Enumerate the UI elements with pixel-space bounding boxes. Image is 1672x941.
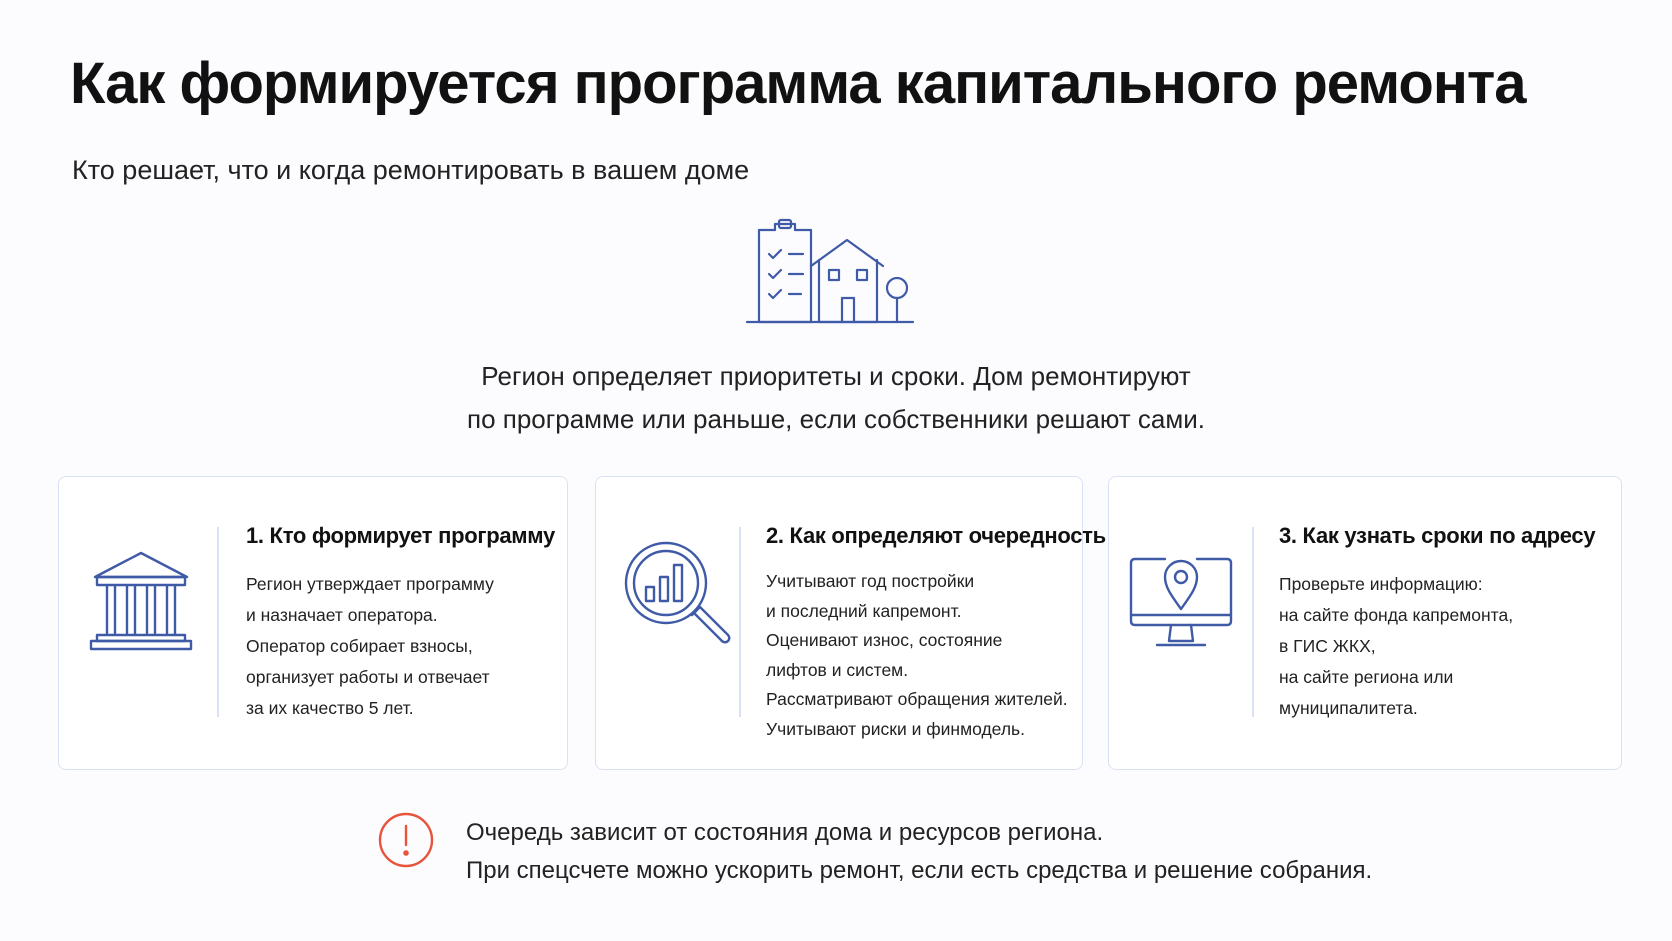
card-body <box>246 569 494 724</box>
exclamation-circle-icon <box>378 812 434 868</box>
card-deadlines <box>1108 476 1622 770</box>
card-line: Учитывают риски и финмодель. <box>766 718 1026 739</box>
magnifier-chart-icon <box>622 539 734 651</box>
lead-line: по программе или раньше, если собственники решают сами. <box>467 404 1205 434</box>
card-line: Рассматривают обращения жителей. <box>766 689 1068 709</box>
card-who-forms <box>58 476 568 770</box>
card-divider <box>1252 527 1254 717</box>
card-line: и назначает оператора. <box>246 605 438 625</box>
page-title: Как формируется программа капитального ремонта <box>70 51 1526 116</box>
card-line: Оператор собирает взносы, <box>246 636 473 656</box>
card-line: за их качество 5 лет. <box>246 698 414 718</box>
checklist-house-icon <box>745 218 915 328</box>
card-line: и последний капремонт. <box>766 600 962 621</box>
note-text <box>466 814 1372 890</box>
card-line: Учитывают год постройки <box>766 571 975 591</box>
lead-text <box>0 355 1672 441</box>
card-line: Проверьте информацию: <box>1279 574 1483 594</box>
card-line: в ГИС ЖКХ, <box>1279 636 1376 656</box>
card-divider <box>217 527 219 717</box>
monitor-location-icon <box>1129 553 1233 653</box>
card-priority <box>595 476 1106 770</box>
card-body <box>766 567 1068 744</box>
card-line: на сайте региона или <box>1279 667 1454 687</box>
card-line: муниципалитета. <box>1279 698 1418 718</box>
card-line: организует работы и отвечает <box>246 667 490 687</box>
note-line: Очередь зависит от состояния дома и ресурсов региона. <box>466 819 1104 846</box>
card-line: лифтов и систем. <box>766 659 909 680</box>
card-line: на сайте фонда капремонта, <box>1279 605 1514 625</box>
card-line: Оценивают износ, состояние <box>766 630 1003 650</box>
page-subtitle: Кто решает, что и когда ремонтировать в вашем доме <box>72 155 750 185</box>
card-body <box>1279 569 1513 724</box>
card-line: Регион утверждает программу <box>246 574 494 594</box>
government-building-icon <box>89 549 193 653</box>
note-line: При спецсчете можно ускорить ремонт, если есть средства и решение собрания. <box>466 857 1373 884</box>
card-divider <box>739 527 741 717</box>
card-title: 2. Как определяют очередность <box>766 523 1106 548</box>
lead-line: Регион определяет приоритеты и сроки. Дом ремонтируют <box>481 361 1191 391</box>
card-title: 1. Кто формирует программу <box>246 523 555 548</box>
card-title: 3. Как узнать сроки по адресу <box>1279 523 1596 548</box>
